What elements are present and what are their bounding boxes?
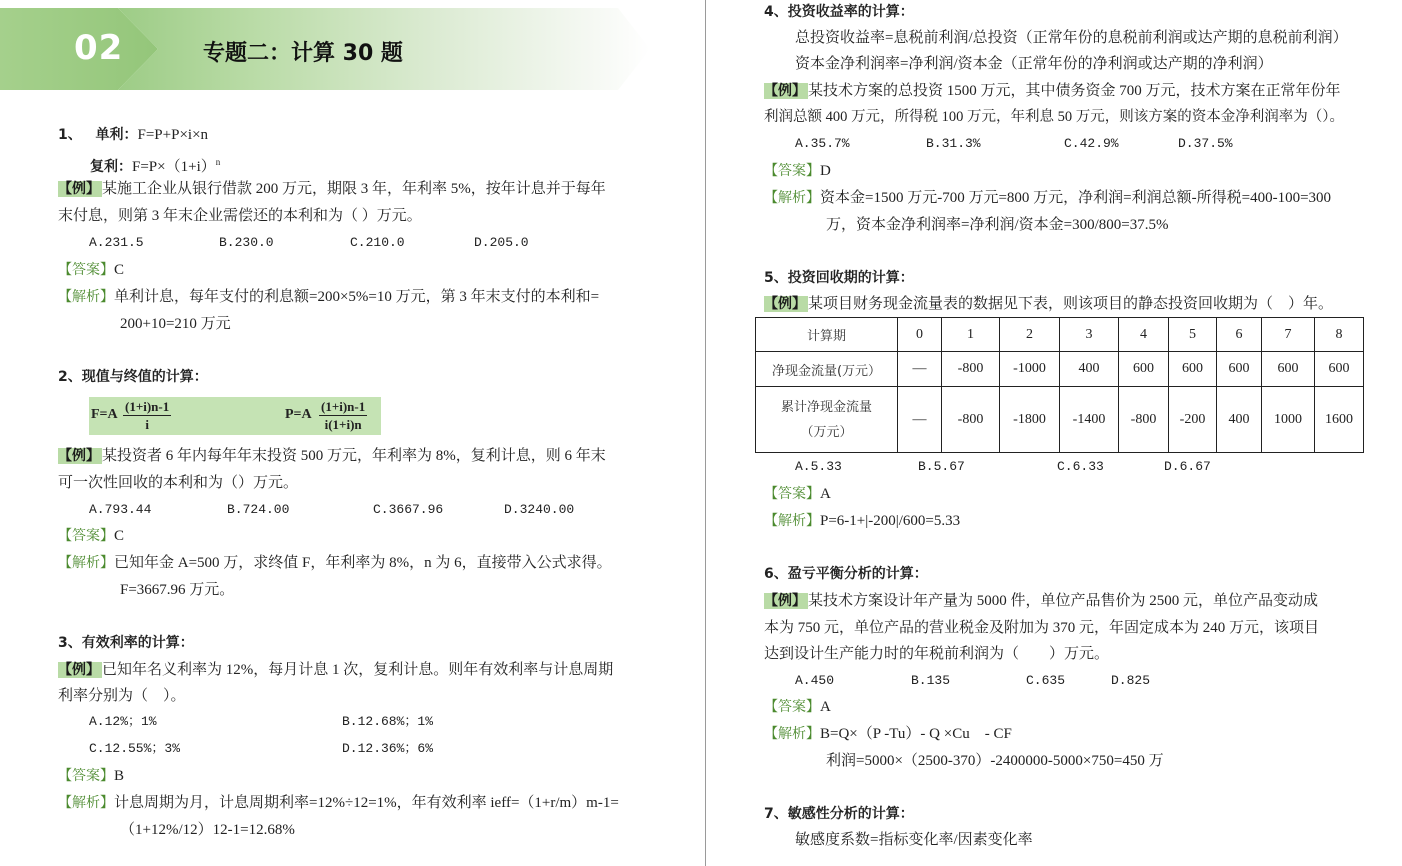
option-a: A.5.33: [795, 459, 842, 474]
option-d: D.205.0: [474, 235, 529, 250]
table-header-cell: 0: [898, 318, 942, 352]
table-header-cell: 8: [1315, 318, 1364, 352]
table-header-cell: 4: [1119, 318, 1169, 352]
answer-4: [764, 161, 831, 181]
answer-tag: 【答案】: [764, 486, 820, 502]
answer-5: [764, 484, 831, 504]
section-2-heading: 2、现值与终值的计算：: [58, 369, 208, 385]
analysis-2-line2: F=3667.96 万元。: [120, 582, 235, 598]
example-tag: 【例】: [764, 83, 806, 99]
example-tag: 【例】: [764, 593, 806, 609]
annuity-formula-box: [89, 397, 381, 435]
analysis-6-line1: [764, 724, 1012, 744]
table-cell: -200: [1169, 387, 1217, 453]
table-header-cell: 7: [1262, 318, 1315, 352]
answer-value: C: [114, 262, 125, 278]
table-cell: -800: [942, 352, 1000, 387]
cash-flow-table: [755, 317, 1364, 453]
analysis-tag: 【解析】: [764, 513, 820, 529]
compound-interest-formula: F=P×（1+i）: [132, 159, 216, 175]
answer-1: [58, 260, 124, 280]
option-c: C.635: [1026, 673, 1066, 688]
example-5-line1: [764, 294, 1333, 314]
example-6-line2: 本为 750 元，单位产品的营业税金及附加为 370 元，年固定成本为 240 万元，该项目: [764, 620, 1320, 636]
exponent: n: [215, 157, 221, 167]
option-d: D.3240.00: [504, 502, 575, 517]
simple-interest-formula: F=P+P×i×n: [137, 127, 209, 143]
analysis-6-line2: 利润=5000×（2500-370）-2400000-5000×750=450 万: [826, 753, 1164, 769]
option-c: C.3667.96: [373, 502, 444, 517]
option-b: B.724.00: [227, 502, 290, 517]
table-cell: —: [898, 352, 942, 387]
analysis-text: 资本金=1500 万元-700 万元=800 万元，净利润=利润总额-所得税=400-100=300: [820, 190, 1332, 206]
fraction-numerator: (1+i)n-1: [321, 399, 366, 414]
answer-tag: 【答案】: [58, 768, 114, 784]
example-6-line3: 达到设计生产能力时的年税前利润为（ ）万元。: [764, 646, 1110, 662]
analysis-tag: 【解析】: [58, 795, 114, 811]
table-header-cell: 1: [942, 318, 1000, 352]
table-header-cell: 5: [1169, 318, 1217, 352]
option-d: D.825: [1111, 673, 1151, 688]
analysis-text: 单利计息，每年支付的利息额=200×5%=10 万元，第 3 年末支付的本利和=: [114, 289, 600, 305]
example-text: 某施工企业从银行借款 200 万元，期限 3 年，年利率 5%，按年计息并于每年: [102, 181, 606, 197]
option-a: A.793.44: [89, 502, 152, 517]
option-d: D.37.5%: [1178, 136, 1233, 151]
analysis-2-line1: [58, 553, 612, 573]
answer-2: [58, 526, 124, 546]
analysis-5-line1: [764, 511, 960, 531]
present-value-lhs: P=A: [285, 407, 312, 422]
section-banner: [0, 8, 650, 90]
analysis-4-line1: [764, 188, 1331, 208]
example-1-line2: 末付息，则第 3 年末企业需偿还的本利和为（ ）万元。: [58, 208, 422, 224]
equity-net-profit-definition: 资本金净利润率=净利润/资本金（正常年份的净利润或达产期的净利润）: [795, 56, 1273, 72]
example-tag: 【例】: [58, 662, 100, 678]
analysis-text: B=Q×（P -Tu）- Q ×Cu - CF: [820, 726, 1012, 742]
example-text: 某投资者 6 年内每年年末投资 500 万元，年利率为 8%，复利计息，则 6 年末: [102, 448, 606, 464]
section-number: 1、: [58, 127, 82, 143]
compound-interest-label: 复利：: [90, 159, 132, 175]
answer-value: A: [820, 699, 831, 715]
banner-number: 02: [74, 28, 124, 68]
example-tag: 【例】: [58, 448, 100, 464]
analysis-4-line2: 万，资本金净利润率=净利润/资本金=300/800=37.5%: [826, 217, 1169, 233]
option-c: C.6.33: [1057, 459, 1104, 474]
answer-value: A: [820, 486, 831, 502]
example-text: 某技术方案设计年产量为 5000 件，单位产品售价为 2500 元，单位产品变动成: [808, 593, 1319, 609]
analysis-tag: 【解析】: [58, 555, 114, 571]
section-7-heading: 7、敏感性分析的计算：: [764, 806, 914, 822]
banner-title: 专题二：计算 30 题: [203, 41, 403, 66]
option-c: C.210.0: [350, 235, 405, 250]
table-header-cell: 2: [1000, 318, 1060, 352]
answer-value: B: [114, 768, 125, 784]
option-a: A.231.5: [89, 235, 144, 250]
option-b: B.12.68%；1%: [342, 714, 434, 729]
future-value-lhs: F=A: [91, 407, 118, 422]
section-3-heading: 3、有效利率的计算：: [58, 635, 194, 651]
table-cell: 400: [1060, 352, 1119, 387]
table-header-cell: 计算期: [756, 318, 898, 352]
analysis-text: P=6-1+|-200|/600=5.33: [820, 513, 961, 529]
analysis-tag: 【解析】: [764, 190, 820, 206]
table-header-row: [756, 318, 1364, 352]
option-d: D.12.36%；6%: [342, 741, 434, 756]
example-tag: 【例】: [58, 181, 100, 197]
analysis-1-line1: [58, 287, 599, 307]
table-cell: 600: [1315, 352, 1364, 387]
answer-6: [764, 697, 831, 717]
table-cell: 400: [1217, 387, 1262, 453]
answer-tag: 【答案】: [58, 262, 114, 278]
example-4-line1: [764, 81, 1341, 101]
answer-tag: 【答案】: [58, 528, 114, 544]
sensitivity-coefficient-definition: 敏感度系数=指标变化率/因素变化率: [795, 832, 1033, 848]
fraction-denominator: i(1+i)n: [324, 417, 362, 432]
table-cell: 1000: [1262, 387, 1315, 453]
analysis-3-line1: [58, 793, 619, 813]
example-6-line1: [764, 591, 1318, 611]
example-text: 某技术方案的总投资 1500 万元，其中债务资金 700 万元，技术方案在正常年份年: [808, 83, 1341, 99]
example-1-line1: [58, 179, 606, 199]
section-5-heading: 5、投资回收期的计算：: [764, 270, 914, 286]
table-row: [756, 352, 1364, 387]
option-b: B.135: [911, 673, 951, 688]
table-cell: -1800: [1000, 387, 1060, 453]
section-4-heading: 4、投资收益率的计算：: [764, 4, 914, 20]
row-label: 净现金流量(万元）: [756, 352, 898, 387]
analysis-1-line2: 200+10=210 万元: [120, 316, 231, 332]
table-header-cell: 6: [1217, 318, 1262, 352]
table-cell: 600: [1217, 352, 1262, 387]
example-4-line2: 利润总额 400 万元，所得税 100 万元，年利息 50 万元，则该方案的资本金净利润率为（）。: [764, 109, 1344, 125]
table-cell: -800: [942, 387, 1000, 453]
table-cell: -1400: [1060, 387, 1119, 453]
present-value-fraction: [319, 398, 367, 434]
answer-value: D: [820, 163, 831, 179]
simple-interest-label: 单利：: [95, 127, 138, 143]
table-cell: —: [898, 387, 942, 453]
option-a: A.35.7%: [795, 136, 850, 151]
compound-interest-line: [90, 152, 220, 177]
analysis-tag: 【解析】: [58, 289, 114, 305]
option-b: B.230.0: [219, 235, 274, 250]
table-cell: -800: [1119, 387, 1169, 453]
answer-tag: 【答案】: [764, 699, 820, 715]
table-cell: 600: [1169, 352, 1217, 387]
section-6-heading: 6、盈亏平衡分析的计算：: [764, 566, 928, 582]
table-header-cell: 3: [1060, 318, 1119, 352]
row-label-line2: （万元）: [800, 424, 853, 440]
answer-tag: 【答案】: [764, 163, 820, 179]
analysis-tag: 【解析】: [764, 726, 820, 742]
table-cell: -1000: [1000, 352, 1060, 387]
example-tag: 【例】: [764, 296, 806, 312]
example-text: 某项目财务现金流量表的数据见下表，则该项目的静态投资回收期为（ ）年。: [808, 296, 1334, 312]
example-2-line2: 可一次性回收的本利和为（）万元。: [58, 475, 299, 491]
option-d: D.6.67: [1164, 459, 1211, 474]
option-a: A.12%；1%: [89, 714, 157, 729]
analysis-text: 已知年金 A=500 万，求终值 F，年利率为 8%，n 为 6，直接带入公式求得。: [114, 555, 612, 571]
table-cell: 600: [1119, 352, 1169, 387]
example-2-line1: [58, 446, 606, 466]
future-value-fraction: [123, 398, 171, 434]
example-3-line2: 利率分别为（ ）。: [58, 688, 186, 704]
analysis-3-line2: （1+12%/12）12-1=12.68%: [120, 822, 295, 838]
option-c: C.42.9%: [1064, 136, 1119, 151]
table-cell: 600: [1262, 352, 1315, 387]
option-b: B.5.67: [918, 459, 965, 474]
total-roi-definition: 总投资收益率=息税前利润/总投资（正常年份的息税前利润或达产期的息税前利润）: [795, 30, 1348, 46]
answer-value: C: [114, 528, 125, 544]
row-label: [756, 387, 898, 453]
table-row: [756, 387, 1364, 453]
fraction-numerator: (1+i)n-1: [125, 399, 170, 414]
fraction-denominator: i: [145, 417, 149, 432]
table-cell: 1600: [1315, 387, 1364, 453]
option-a: A.450: [795, 673, 835, 688]
example-3-line1: [58, 660, 613, 680]
answer-3: [58, 766, 124, 786]
option-b: B.31.3%: [926, 136, 981, 151]
section-1-heading: [58, 125, 208, 145]
option-c: C.12.55%；3%: [89, 741, 181, 756]
row-label-line1: 累计净现金流量: [780, 399, 872, 415]
example-text: 已知年名义利率为 12%，每月计息 1 次，复利计息。则年有效利率与计息周期: [102, 662, 614, 678]
analysis-text: 计息周期为月，计息周期利率=12%÷12=1%，年有效利率 ieff=（1+r/m）m-1=: [114, 795, 619, 811]
